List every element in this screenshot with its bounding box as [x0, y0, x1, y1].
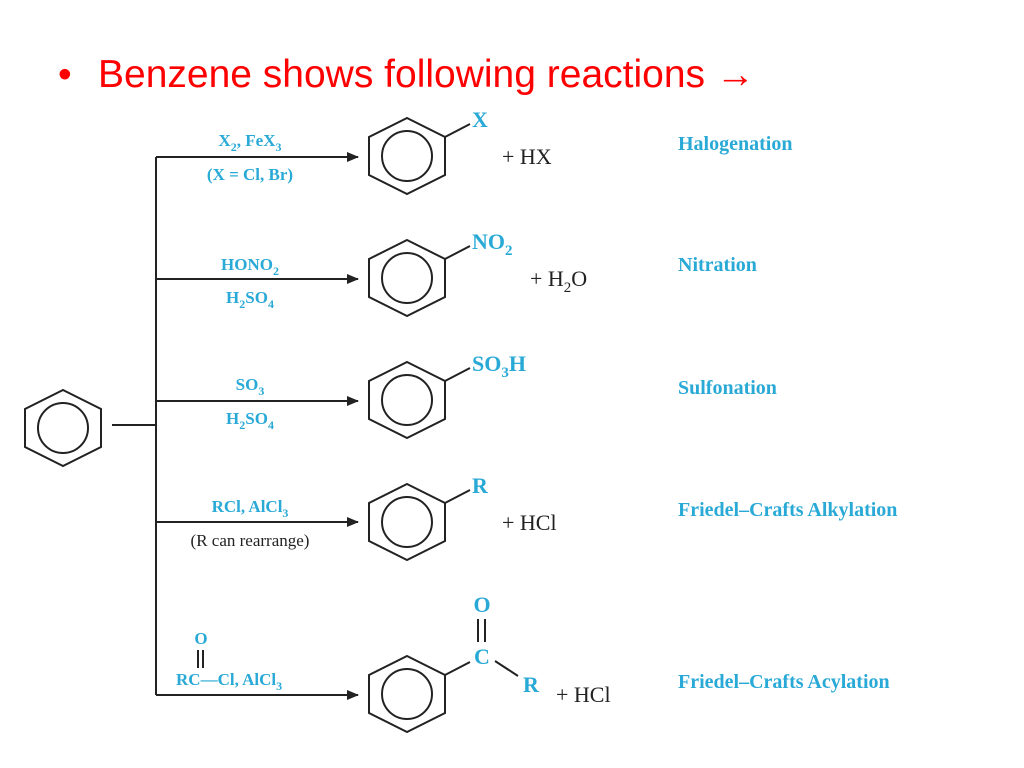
benzene-ring-icon	[369, 484, 445, 560]
title-text: Benzene shows following reactions →	[98, 53, 755, 96]
aromatic-circle-icon	[382, 497, 432, 547]
reagents-line-2: $H_2SO_4$	[226, 409, 274, 432]
substituent-label: $SO_3H$	[472, 351, 526, 381]
reagents-line-1: $SO_3$	[235, 375, 265, 398]
byproduct-label: + HX	[502, 144, 552, 169]
reaction-name: Nitration	[678, 254, 757, 276]
substituent-label: $NO_2$	[472, 229, 513, 259]
reaction-sulfonation	[226, 351, 777, 438]
reaction-acylation	[176, 592, 890, 732]
reagents-line-1: RCl, AlCl$_3$	[211, 497, 289, 520]
benzene-ring-icon	[369, 240, 445, 316]
aromatic-circle-icon	[382, 131, 432, 181]
acyl-r-bond	[495, 661, 518, 676]
benzene-ring-icon	[369, 362, 445, 438]
aromatic-circle-icon	[382, 375, 432, 425]
carbonyl-oxygen-label: O	[473, 592, 491, 617]
reagents-line-2: (R can rearrange)	[190, 531, 310, 550]
aromatic-circle-icon	[382, 669, 432, 719]
reaction-nitration	[221, 229, 757, 316]
substituent-label: R	[472, 473, 488, 498]
substituent-bond	[445, 490, 470, 503]
reagents-line-1: $X_2$, FeX$_3$	[218, 131, 282, 154]
byproduct-label: + HCl	[502, 510, 557, 535]
reagent-carbonyl-oxygen: O	[194, 629, 208, 648]
reagents-line-2: $H_2SO_4$	[226, 288, 274, 311]
substituent-bond	[445, 662, 470, 675]
reaction-name: Friedel–Crafts Alkylation	[678, 499, 898, 521]
benzene-reactant	[25, 390, 101, 466]
benzene-ring-icon	[369, 656, 445, 732]
reaction-name: Halogenation	[678, 133, 793, 155]
byproduct-label: + $H_2O$	[530, 266, 588, 296]
substituent-bond	[445, 124, 470, 137]
benzene-ring-icon	[25, 390, 101, 466]
reaction-halogenation	[207, 107, 793, 194]
reagents-line-2: (X = Cl, Br)	[206, 165, 294, 184]
benzene-ring-icon	[369, 118, 445, 194]
byproduct-label: + HCl	[556, 682, 611, 707]
reagents-line-1: $HONO_2$	[221, 255, 279, 278]
reagents-line-1: RC—Cl, AlCl$_3$	[176, 670, 283, 693]
bullet-icon: •	[58, 53, 72, 96]
substituent-bond	[445, 246, 470, 259]
substituent-label: R	[523, 672, 539, 697]
reaction-name: Sulfonation	[678, 377, 777, 399]
reaction-alkylation	[191, 473, 898, 560]
carbonyl-carbon-label: C	[474, 644, 490, 669]
substituent-bond	[445, 368, 470, 381]
aromatic-circle-icon	[38, 403, 88, 453]
aromatic-circle-icon	[382, 253, 432, 303]
reaction-name: Friedel–Crafts Acylation	[678, 671, 890, 693]
substituent-label: X	[472, 107, 488, 132]
